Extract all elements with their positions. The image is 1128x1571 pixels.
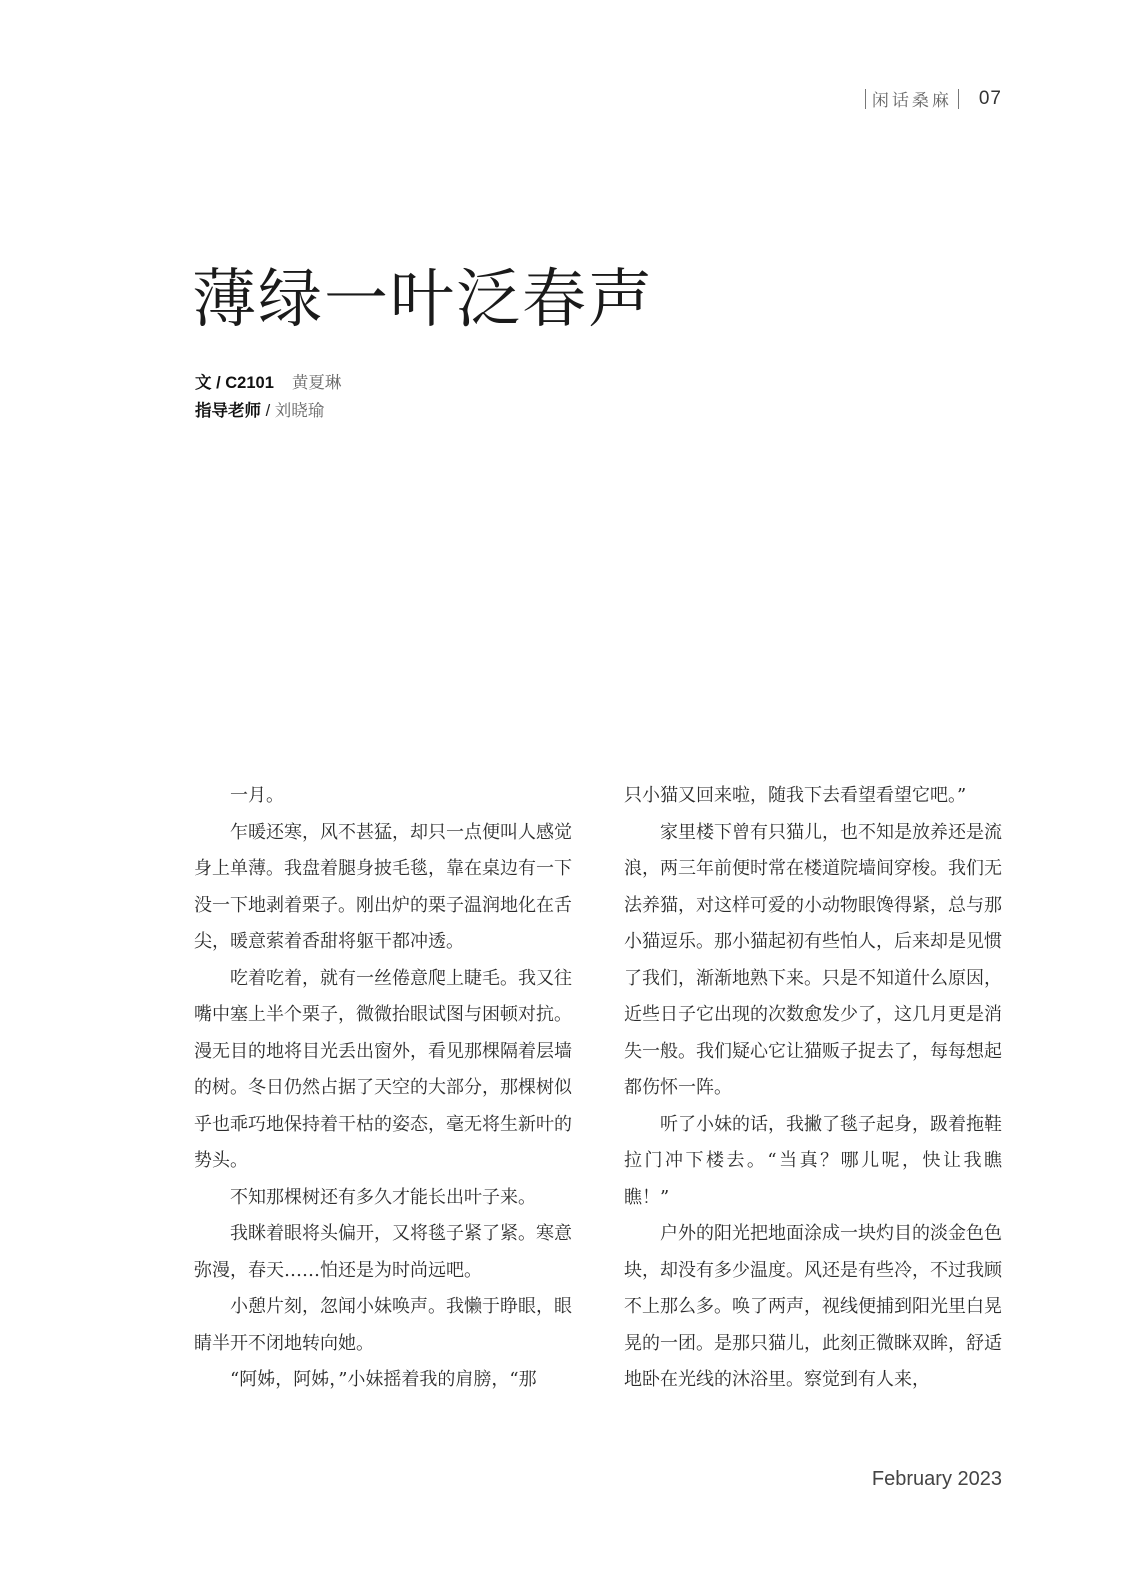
header-divider-left	[865, 89, 866, 109]
running-header	[859, 86, 1002, 111]
teacher-label: 指导老师	[195, 402, 261, 420]
body-column-left	[194, 778, 572, 1399]
paragraph: 不知那棵树还有多久才能长出叶子来。	[230, 1186, 536, 1208]
author-label: 文 / C2101	[195, 374, 274, 392]
paragraph: 听了小妹的话，我撇了毯子起身，趿着拖鞋拉门冲下楼去。“当真？哪儿呢，快让我瞧瞧！”	[624, 1113, 1002, 1208]
issue-date: February 2023	[871, 1468, 1002, 1490]
paragraph: 乍暖还寒，风不甚猛，却只一点便叫人感觉身上单薄。我盘着腿身披毛毯，靠在桌边有一下没一下地剥着栗子。刚出炉的栗子温润地化在舌尖，暖意萦着香甜将躯干都冲透。	[194, 821, 572, 952]
author-name: 黄夏琳	[291, 374, 342, 392]
teacher-name: 刘晓瑜	[274, 402, 325, 420]
paragraph-continuation: 只小猫又回来啦，随我下去看望看望它吧。”	[624, 785, 967, 806]
author-line	[195, 369, 341, 397]
paragraph: 户外的阳光把地面涂成一块灼目的淡金色色块，却没有多少温度。风还是有些冷，不过我顾不上那么多。唤了两声，视线便捕到阳光里白晃晃的一团。是那只猫儿，此刻正微眯双眸，舒适地卧在光线的沐浴里。察觉到有人来，	[624, 1223, 1002, 1390]
teacher-line	[195, 397, 341, 425]
column-name: 闲话桑麻	[871, 91, 952, 110]
paragraph: 小憩片刻，忽闻小妹唤声。我懒于睁眼，眼睛半开不闭地转向她。	[194, 1296, 572, 1354]
body-column-right	[624, 778, 1002, 1399]
byline	[195, 369, 341, 425]
teacher-separator: /	[261, 402, 275, 420]
article-title: 薄绿一叶泛春声	[192, 263, 654, 337]
paragraph: 我眯着眼将头偏开，又将毯子紧了紧。寒意弥漫，春天……怕还是为时尚远吧。	[194, 1223, 572, 1281]
paragraph: “阿姊，阿姊，”小妹摇着我的肩膀，“那	[230, 1369, 537, 1390]
paragraph: 家里楼下曾有只猫儿，也不知是放养还是流浪，两三年前便时常在楼道院墙间穿梭。我们无法养猫，对这样可爱的小动物眼馋得紧，总与那小猫逗乐。那小猫起初有些怕人，后来却是见惯了我们，渐渐地熟下来。只是不知道什么原因，近些日子它出现的次数愈发少了，这几月更是消失一般。我们疑心它让猫贩子捉去了，每每想起都伤怀一阵。	[624, 821, 1002, 1098]
paragraph: 一月。	[230, 785, 284, 806]
header-divider-right	[958, 89, 959, 109]
page-number: 07	[978, 87, 1002, 109]
paragraph: 吃着吃着，就有一丝倦意爬上睫毛。我又往嘴中塞上半个栗子，微微抬眼试图与困顿对抗。漫无目的地将目光丢出窗外，看见那棵隔着层墙的树。冬日仍然占据了天空的大部分，那棵树似乎也乖巧地保持着干枯的姿态，毫无将生新叶的势头。	[194, 967, 572, 1171]
